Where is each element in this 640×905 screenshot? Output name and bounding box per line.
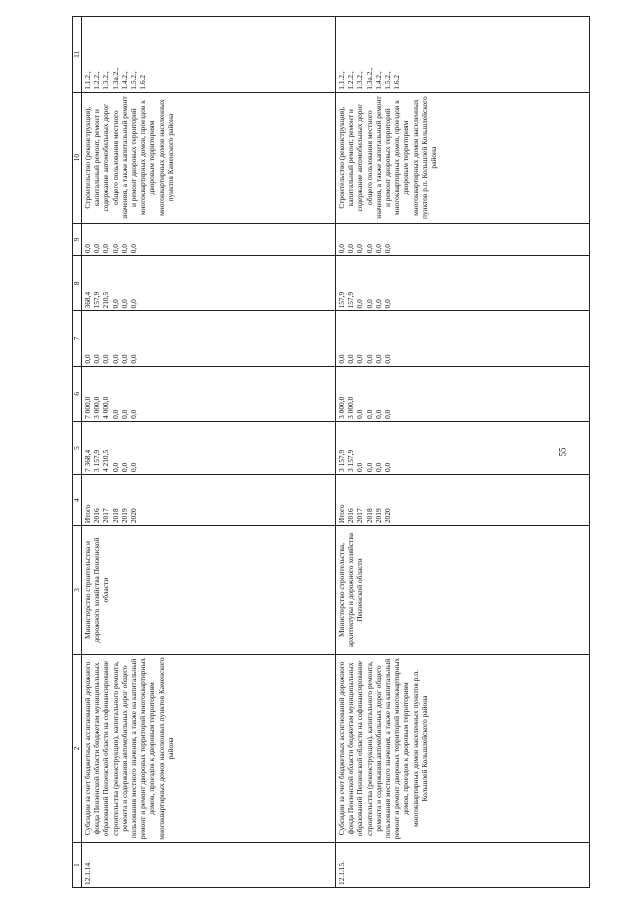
value-cell: 3 000,0 [337, 396, 346, 419]
value-cell: 0,0 [128, 244, 138, 254]
row-years [336, 475, 590, 526]
value-cell: 7 000,0 [83, 396, 92, 419]
value-cell: 0,0 [373, 244, 383, 254]
value-cell: 0,0 [83, 244, 92, 254]
row-col6 [336, 366, 590, 421]
year-cell: 2019 [119, 508, 129, 524]
value-cell: 0,0 [128, 409, 138, 419]
value-cell: 0,0 [92, 244, 102, 254]
year-cell: 2017 [101, 508, 111, 524]
value-cell: 0,0 [101, 244, 111, 254]
row-executor: Министерство строительства и дорожного хозяйства Пензенской области [82, 526, 336, 655]
col-header-1: 1 [73, 843, 82, 888]
year-cell: 2018 [110, 508, 120, 524]
year-cell: Итого [337, 504, 346, 524]
year-cell: 2016 [92, 508, 102, 524]
indicator-item: 1.3.2., [355, 71, 365, 90]
year-cell: 2020 [382, 508, 392, 524]
row-col5 [336, 421, 590, 474]
value-cell: 0,0 [119, 299, 129, 309]
row-indicators [82, 17, 336, 93]
indicator-item: 1.2.2., [346, 71, 356, 90]
row-indicators [336, 17, 590, 93]
value-cell: 0,0 [101, 354, 111, 364]
indicator-item: 1.5.2., [129, 71, 139, 90]
value-cell: 0,0 [364, 299, 374, 309]
value-cell: 0,0 [382, 299, 392, 309]
year-cell: 2016 [346, 508, 356, 524]
value-cell: 0,0 [355, 299, 365, 309]
col-header-7: 7 [73, 311, 82, 366]
value-cell: 0,0 [364, 462, 374, 473]
value-cell: 7 368,4 [83, 449, 92, 473]
value-cell: 3 157,9 [346, 449, 356, 473]
value-cell: 0,0 [355, 462, 365, 473]
row-col7 [82, 311, 336, 366]
value-cell: 4 210,5 [101, 449, 111, 473]
year-cell: 2020 [128, 508, 138, 524]
value-cell: 0,0 [364, 244, 374, 254]
value-cell: 0,0 [382, 409, 392, 419]
value-cell: 0,0 [373, 354, 383, 364]
row-col8 [336, 256, 590, 311]
indicator-item: 1.6.2 [392, 74, 402, 90]
row-col9 [82, 223, 336, 256]
value-cell: 3 157,9 [337, 449, 346, 473]
value-cell: 0,0 [110, 462, 120, 473]
value-cell: 0,0 [337, 354, 346, 364]
value-cell: 0,0 [382, 244, 392, 254]
row-executor: Министерство строительства, архитектуры и дорожного хозяйства Пензенской области [336, 526, 590, 655]
value-cell: 0,0 [373, 409, 383, 419]
row-result: Строительство (реконструкция), капитальный ремонт, ремонт и содержание автомобильных дорог общего пользования местного значения, а также капитальный ремонт и ремонт дворовых территорий многоквартирных домов, проездов к дворовым территориям многоквартирных домов населенных пунктов р.п. Кольшлей Кольшлейского района [336, 92, 590, 223]
value-cell: 3 000,0 [92, 396, 102, 419]
value-cell: 0,0 [119, 354, 129, 364]
year-cell: 2019 [373, 508, 383, 524]
col-header-10: 10 [73, 92, 82, 223]
col-header-2: 2 [73, 654, 82, 842]
value-cell: 3 000,0 [346, 396, 356, 419]
table-wrapper [72, 16, 598, 888]
value-cell: 157,9 [337, 291, 346, 309]
row-description: Субсидии за счет бюджетных ассигнований дорожного фонда Пензенской области бюджетам муниципальных образований Пензенской области на софинансирование строительства (реконструкции), капитального ремонта, ремонта и содержания автомобильных дорог общего пользования местного значения, а также на капитальный ремонт и ремонт дворовых территорий многоквартирных домов, проездов к дворовым территориям многоквартирных домов населенных пунктов Каменского района [82, 654, 336, 842]
year-cell: 2018 [364, 508, 374, 524]
value-cell: 157,9 [346, 291, 356, 309]
value-cell: 0,0 [92, 354, 102, 364]
value-cell: 4 000,0 [101, 396, 111, 419]
col-header-4: 4 [73, 475, 82, 526]
col-header-8: 8 [73, 256, 82, 311]
value-cell: 0,0 [110, 409, 120, 419]
value-cell: 0,0 [128, 462, 138, 473]
value-cell: 0,0 [382, 354, 392, 364]
col-header-5: 5 [73, 421, 82, 474]
value-cell: 157,9 [92, 291, 102, 309]
value-cell: 0,0 [346, 354, 356, 364]
indicator-item: 1.1.2., [83, 71, 92, 90]
col-header-11: 11 [73, 17, 82, 93]
value-cell: 0,0 [119, 244, 129, 254]
program-table [72, 16, 590, 888]
value-cell: 0,0 [119, 462, 129, 473]
indicator-item: 1.3.2., [101, 71, 111, 90]
value-cell: 0,0 [128, 299, 138, 309]
col-header-3: 3 [73, 526, 82, 655]
row-col9 [336, 223, 590, 256]
row-id: 12.1.15. [336, 843, 590, 888]
value-cell: 0,0 [110, 244, 120, 254]
table-row [82, 17, 336, 888]
indicator-item: 1.2.2., [92, 71, 102, 90]
value-cell: 0,0 [119, 409, 129, 419]
row-col6 [82, 366, 336, 421]
value-cell: 0,0 [364, 409, 374, 419]
table-row [336, 17, 590, 888]
value-cell: 0,0 [355, 409, 365, 419]
value-cell: 0,0 [364, 354, 374, 364]
value-cell: 0,0 [382, 462, 392, 473]
value-cell: 0,0 [83, 354, 92, 364]
page-number: 55 [557, 447, 568, 457]
value-cell: 3 157,9 [92, 449, 102, 473]
value-cell: 0,0 [355, 354, 365, 364]
year-cell: Итого [83, 504, 92, 524]
rotated-table-container [72, 16, 598, 888]
value-cell: 0,0 [373, 299, 383, 309]
indicator-item: 1.3а.2., [110, 67, 120, 90]
value-cell: 0,0 [355, 244, 365, 254]
indicator-item: 1.4.2., [119, 71, 129, 90]
col-header-6: 6 [73, 366, 82, 421]
row-id: 12.1.14. [82, 843, 336, 888]
row-description: Субсидии за счет бюджетных ассигнований дорожного фонда Пензенской области бюджетам муниципальных образований Пензенской области на софинансирование строительства (реконструкции), капитального ремонта, ремонта и содержания автомобильных дорог общего пользования местного значения, а также на капитальный ремонт и ремонт дворовых территорий многоквартирных домов, проездов к дворовым территориям многоквартирных домов населенных пунктов р.п. Кольшлей Кольшлейского района [336, 654, 590, 842]
value-cell: 0,0 [337, 244, 346, 254]
row-col8 [82, 256, 336, 311]
header-row [73, 17, 82, 888]
indicator-item: 1.1.2., [337, 71, 346, 90]
value-cell: 0,0 [128, 354, 138, 364]
indicator-item: 1.4.2., [373, 71, 383, 90]
value-cell: 0,0 [110, 299, 120, 309]
value-cell: 368,4 [83, 291, 92, 309]
indicator-item: 1.5.2., [383, 71, 393, 90]
year-cell: 2017 [355, 508, 365, 524]
value-cell: 0,0 [346, 244, 356, 254]
col-header-9: 9 [73, 223, 82, 256]
row-result: Строительство (реконструкция), капитальный ремонт, ремонт и содержание автомобильных дорог общего пользования местного значения, а также капитальный ремонт и ремонт дворовых территорий многоквартирных домов, проездов к дворовым территориям многоквартирных домов населенных пунктов Каменского района [82, 92, 336, 223]
row-years [82, 475, 336, 526]
indicator-item: 1.3а.2., [364, 67, 374, 90]
value-cell: 210,5 [101, 291, 111, 309]
indicator-item: 1.6.2 [138, 74, 148, 90]
row-col5 [82, 421, 336, 474]
value-cell: 0,0 [110, 354, 120, 364]
row-col7 [336, 311, 590, 366]
value-cell: 0,0 [373, 462, 383, 473]
